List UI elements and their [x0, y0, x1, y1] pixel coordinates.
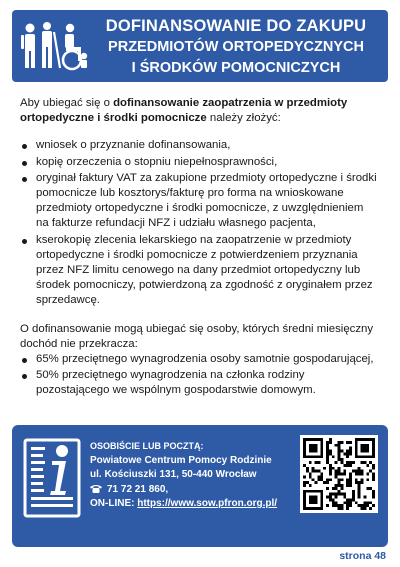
list-item: 65% przeciętnego wynagrodzenia osoby samotnie gospodarującej, — [20, 352, 378, 367]
intro-prefix: Aby ubiegać się o — [20, 97, 114, 109]
intro-suffix: należy złożyć: — [206, 112, 281, 125]
header-banner — [12, 10, 388, 82]
contact-org: Powiatowe Centrum Pomocy Rodzinie — [90, 454, 272, 466]
people-disability-group-icon — [20, 20, 90, 72]
phone-icon — [90, 484, 102, 493]
online-url-link[interactable]: https://www.sow.pfron.org.pl/ — [137, 498, 278, 509]
list-item: wniosek o przyznanie dofinansowania, — [20, 138, 378, 153]
intro-bold: dofinansowanie zaopatrzenia w przedmioty ortopedyczne i środki pomocnicze — [20, 97, 348, 125]
contact-online-row — [90, 497, 310, 512]
list-item: 50% przeciętnego wynagrodzenia na członka rodziny pozostającego we wspólnym gospodarstwie domowym. — [20, 368, 378, 398]
online-label: ON-LINE: — [90, 498, 135, 509]
documents-list — [20, 138, 378, 308]
qr-code-icon — [303, 438, 375, 510]
contact-phone[interactable]: 71 72 21 860, — [107, 483, 169, 495]
main-content — [20, 96, 378, 400]
contact-details — [90, 439, 310, 512]
eligibility-paragraph: O dofinansowanie mogą ubiegać się osoby, których średni miesięczny dochód nie przekracza: — [20, 322, 374, 350]
contact-address: ul. Kościuszki 131, 50-440 Wrocław — [90, 469, 257, 480]
list-item: oryginał faktury VAT za zakupione przedmioty ortopedyczne i środki pomocnicze lub kosztorys/fakturę pro forma na wnioskowane przedmioty ortopedyczne i środki pomocnicze, z uwzględnieniem na fakturze refundacji NFZ i udziału własnego pacjenta, — [20, 171, 378, 232]
intro-paragraph — [20, 96, 378, 126]
contact-heading: OSOBIŚCIE LUB POCZTĄ: — [90, 441, 204, 451]
title-line-3: I ŚRODKÓW POMOCNICZYCH — [131, 60, 341, 76]
page-title — [92, 16, 380, 79]
contact-box — [12, 425, 388, 547]
page-number: strona 48 — [339, 550, 386, 562]
eligibility-list — [20, 352, 378, 399]
contact-phone-row — [90, 483, 310, 498]
title-line-1: DOFINANSOWANIE DO ZAKUPU — [105, 17, 367, 35]
qr-code[interactable] — [300, 435, 378, 513]
list-item: kserokopię zlecenia lekarskiego na zaopatrzenie w przedmioty ortopedyczne i środki pomocnicze z potwierdzeniem przyznania przez NFZ limitu cenowego na dany przedmiot ortopedyczny lub środek pomocniczy, potwierdzoną za zgodność z oryginałem przez sprzedawcę. — [20, 233, 378, 309]
info-document-icon — [22, 437, 82, 519]
title-line-2: PRZEDMIOTÓW ORTOPEDYCZNYCH — [108, 39, 364, 55]
list-item: kopię orzeczenia o stopniu niepełnosprawności, — [20, 155, 378, 170]
